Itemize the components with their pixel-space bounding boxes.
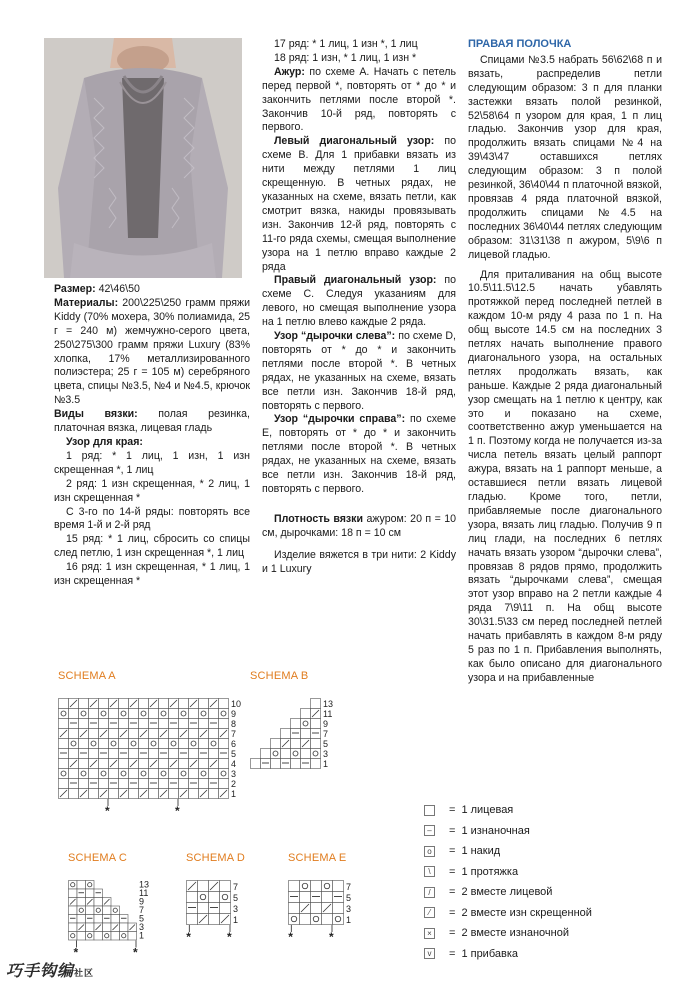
svg-text:2: 2 — [231, 779, 237, 789]
svg-text:*: * — [227, 930, 232, 944]
schema-c-grid — [68, 879, 168, 960]
svg-text:*: * — [133, 945, 138, 960]
svg-text:5: 5 — [231, 749, 237, 759]
schema-e-grid — [288, 880, 364, 944]
svg-text:*: * — [105, 804, 110, 818]
svg-text:11: 11 — [323, 709, 333, 719]
svg-text:7: 7 — [231, 729, 237, 739]
right-diagonal-label: Правый диагональный узор: — [274, 274, 437, 287]
paragraph: Спицами №3.5 набрать 56\62\68 п и вязать, распределив петли следующим образом: 3 п для планки застежки вязать полой резинкой, 52\58\64 п узором для края, 1 п лиц гладью. Закончив узор для края, продолжить вязать спицами №4 на 39\43\47 оставшихся петлях следующим образом: 3 п полой резинкой, 36\40\44 п платочной вязкой, провязав 4 ряда платочной вязкой, продолжить спицами №4.5 на последних 36\40\44 петлях следующим образом: 31\31\38 п ажуром, 5\9\6 п лицевой гладью. — [468, 53, 662, 261]
svg-text:7: 7 — [139, 905, 145, 915]
svg-text:3: 3 — [233, 904, 239, 914]
knit-types-label: Виды вязки: — [54, 408, 138, 421]
legend-item: ⁄ = 2 вместе изн скрещенной — [424, 903, 592, 924]
slip-stitch-icon: \ — [424, 866, 435, 877]
purl-stitch-icon: – — [424, 825, 435, 836]
svg-text:7: 7 — [346, 882, 352, 892]
k2tog-icon: / — [424, 887, 435, 898]
svg-text:9: 9 — [231, 709, 237, 719]
svg-text:*: * — [175, 804, 180, 818]
ajur-label: Ажур: — [274, 65, 305, 78]
svg-text:7: 7 — [233, 882, 239, 892]
edge-line: С 3-го по 14-й ряды: повторять все время 1-й и 2-й ряд — [54, 505, 250, 532]
svg-text:5: 5 — [346, 893, 352, 903]
svg-text:5: 5 — [139, 913, 145, 924]
row-17: 17 ряд: * 1 лиц, 1 изн *, 1 лиц — [274, 38, 418, 50]
svg-text:7: 7 — [323, 729, 329, 739]
column-middle — [262, 38, 456, 577]
paragraph: Для приталивания на общ высоте 10.5\11.5\12.5 начать убавлять протяжкой перед последней петлей в каждом 10-м ряду 4 раза по 1 п. На общ высоте 14.5 см на последних 3 петлях начать выполнение правого диагонального узора, на остальных петлях продолжать вязать, как раньше. Каждые 2 ряда диагональный узор смещать на 1 петлю к центру, как это и показано на схеме, соответственно ажур уменьшается на 1 п. Поэтому когда не получается из-за числа петель вязать целый раппорт ажура, вязать на 1 раппорт меньше, а оставшиеся петли вязать лицевой гладью. Кроме того, петли, прибавляемые после диагонального узора, вязать лиц гладью. Получив 9 п лиц глади, на последних 6 петлях начать вязать узором “дырочки слева”, провязав 8 рядов прямо, продолжить вязать “дырочками слева”, смещая этот узор вправо на 2 петли каждые 4 ряда 7\9\11 п. На общ высоте 30\31.5\33 см перед последней петлей начать прибавлять в каждом 8-м ряду 5 раз по 1 п. Прибавления выполнять, как было описано для диагонального узора и на прибавленные — [468, 268, 662, 684]
svg-text:3: 3 — [139, 922, 145, 932]
ajur-text: по схеме A. Начать с петель перед первой *, повторять от * до * и закончить петлями после второй *. Закончив 10-й ряд, повторять с первого. — [262, 65, 456, 134]
row-18: 18 ряд: 1 изн, * 1 лиц, 1 изн * — [274, 51, 417, 64]
density-label: Плотность вязки — [274, 512, 363, 525]
schema-e-title: SCHEMA E — [288, 852, 347, 864]
logo-main: 巧手钩编 — [6, 963, 75, 980]
svg-text:13: 13 — [139, 879, 150, 890]
density-text: ажуром: 20 п = 10 см, дырочками: 18 п = 10 см — [262, 512, 456, 539]
svg-text:3: 3 — [231, 769, 237, 779]
p2tog-icon: × — [424, 928, 435, 939]
svg-text:3: 3 — [323, 749, 329, 759]
size-label: Размер: — [54, 283, 96, 295]
svg-text:1: 1 — [231, 789, 237, 799]
size-value: 42\46\50 — [95, 283, 140, 295]
svg-text:10: 10 — [231, 699, 242, 709]
svg-text:1: 1 — [139, 930, 145, 941]
knit-types-text: полая резинка, платочная вязка, лицевая гладь — [54, 408, 250, 435]
legend-item: = 1 лицевая — [424, 800, 592, 821]
svg-text:*: * — [329, 930, 334, 944]
legend-item: – = 1 изнаночная — [424, 821, 592, 842]
svg-text:*: * — [186, 930, 191, 944]
svg-text:*: * — [288, 930, 293, 944]
schema-b-grid — [250, 698, 350, 778]
section-heading: ПРАВАЯ ПОЛОЧКА — [468, 38, 572, 50]
svg-text:4: 4 — [231, 759, 237, 769]
edge-line: 1 ряд: * 1 лиц, 1 изн, 1 изн скрещенная *, 1 лиц — [54, 449, 250, 476]
symbol-legend — [424, 800, 592, 964]
holes-right-label: Узор “дырочки справа”: — [274, 413, 406, 426]
right-diagonal-text: по схеме C. Следуя указаниям для левого, но смещая выполнение узора на 1 петлю влево каждые 2 ряда. — [262, 274, 456, 329]
left-diagonal-label: Левый диагональный узор: — [274, 135, 435, 148]
legend-item: v = 1 прибавка — [424, 944, 592, 965]
legend-item: × = 2 вместе изнаночной — [424, 923, 592, 944]
svg-text:5: 5 — [323, 739, 329, 749]
site-logo — [6, 958, 94, 981]
materials-label: Материалы: — [54, 296, 119, 309]
schema-c-title: SCHEMA C — [68, 852, 128, 864]
svg-text:6: 6 — [231, 739, 237, 749]
schema-d-title: SCHEMA D — [186, 852, 246, 864]
column-right — [468, 38, 662, 686]
schema-b-title: SCHEMA B — [250, 670, 309, 682]
p2tog-twisted-icon: ⁄ — [424, 907, 435, 918]
svg-text:9: 9 — [139, 896, 145, 907]
left-diagonal-text: по схеме B. Для 1 прибавки вязать из нити между петлями 1 лиц скрещенную. В четных рядах, не указанных на схеме, вязать петли, как смотрит вязка, накиды провязывать изн. Закончив 12-й ряд, повторять с 11-го ряда схемы, смещая выполнение узора на 1 петлю вправо каждые 2 ряда — [262, 135, 457, 273]
schema-a-grid — [58, 698, 242, 822]
holes-left-text: по схеме D, повторять от * до * и закончить петлями после второй *. В четных рядах, не указанных на схеме, вязать все петли изн. Закончив 18-й ряд, повторять с первого. — [262, 330, 456, 412]
svg-text:13: 13 — [323, 699, 334, 709]
schema-a-title: SCHEMA A — [58, 670, 116, 682]
svg-text:1: 1 — [323, 759, 329, 769]
edge-line: 2 ряд: 1 изн скрещенная, * 2 лиц, 1 изн скрещенная * — [54, 477, 250, 504]
knit-stitch-icon — [424, 805, 435, 816]
holes-left-label: Узор “дырочки слева”: — [274, 330, 396, 343]
edge-pattern-label: Узор для края: — [66, 435, 143, 448]
increase-icon: v — [424, 948, 435, 959]
legend-item: o = 1 накид — [424, 841, 592, 862]
logo-sub: 社区 — [74, 968, 95, 978]
holes-right-text: по схеме E, повторять от * до * и закончить петлями после второй *. В четных рядах, не указанных на схеме, вязать все петли изн. Закончив 18-й ряд, повторять с первого. — [262, 413, 456, 495]
edge-line: 15 ряд: * 1 лиц, сбросить со спицы след петлю, 1 изн скрещенная *, 1 лиц — [54, 533, 250, 560]
legend-item: / = 2 вместе лицевой — [424, 882, 592, 903]
column-left — [54, 283, 250, 589]
svg-text:1: 1 — [346, 915, 352, 925]
svg-text:3: 3 — [346, 904, 352, 914]
yarn-note: Изделие вяжется в три нити: 2 Kiddy и 1 Luxury — [262, 548, 456, 575]
svg-text:9: 9 — [323, 719, 329, 729]
edge-line: 16 ряд: 1 изн скрещенная, * 1 лиц, 1 изн скрещенная * — [54, 561, 250, 588]
yarn-over-icon: o — [424, 846, 435, 857]
legend-item: \ = 1 протяжка — [424, 862, 592, 883]
materials-text: 200\225\250 грамм пряжи Kiddy (70% мохера, 30% полиамида, 25 г = 240 м) жемчужно-серого цвета, 250\275\300 грамм пряжи Luxury (83% хлопка, 17% металлизированного полиэстера; 25 г = 105 м) серебряного цвета, спицы №3.5, №4 и №4.5, крючок №3.5 — [54, 296, 250, 407]
schema-d-grid — [186, 880, 256, 944]
svg-text:5: 5 — [233, 893, 239, 903]
svg-text:*: * — [73, 945, 79, 960]
cardigan-photo — [44, 38, 242, 278]
svg-text:11: 11 — [139, 888, 149, 898]
svg-text:1: 1 — [233, 915, 239, 925]
svg-text:8: 8 — [231, 719, 237, 729]
